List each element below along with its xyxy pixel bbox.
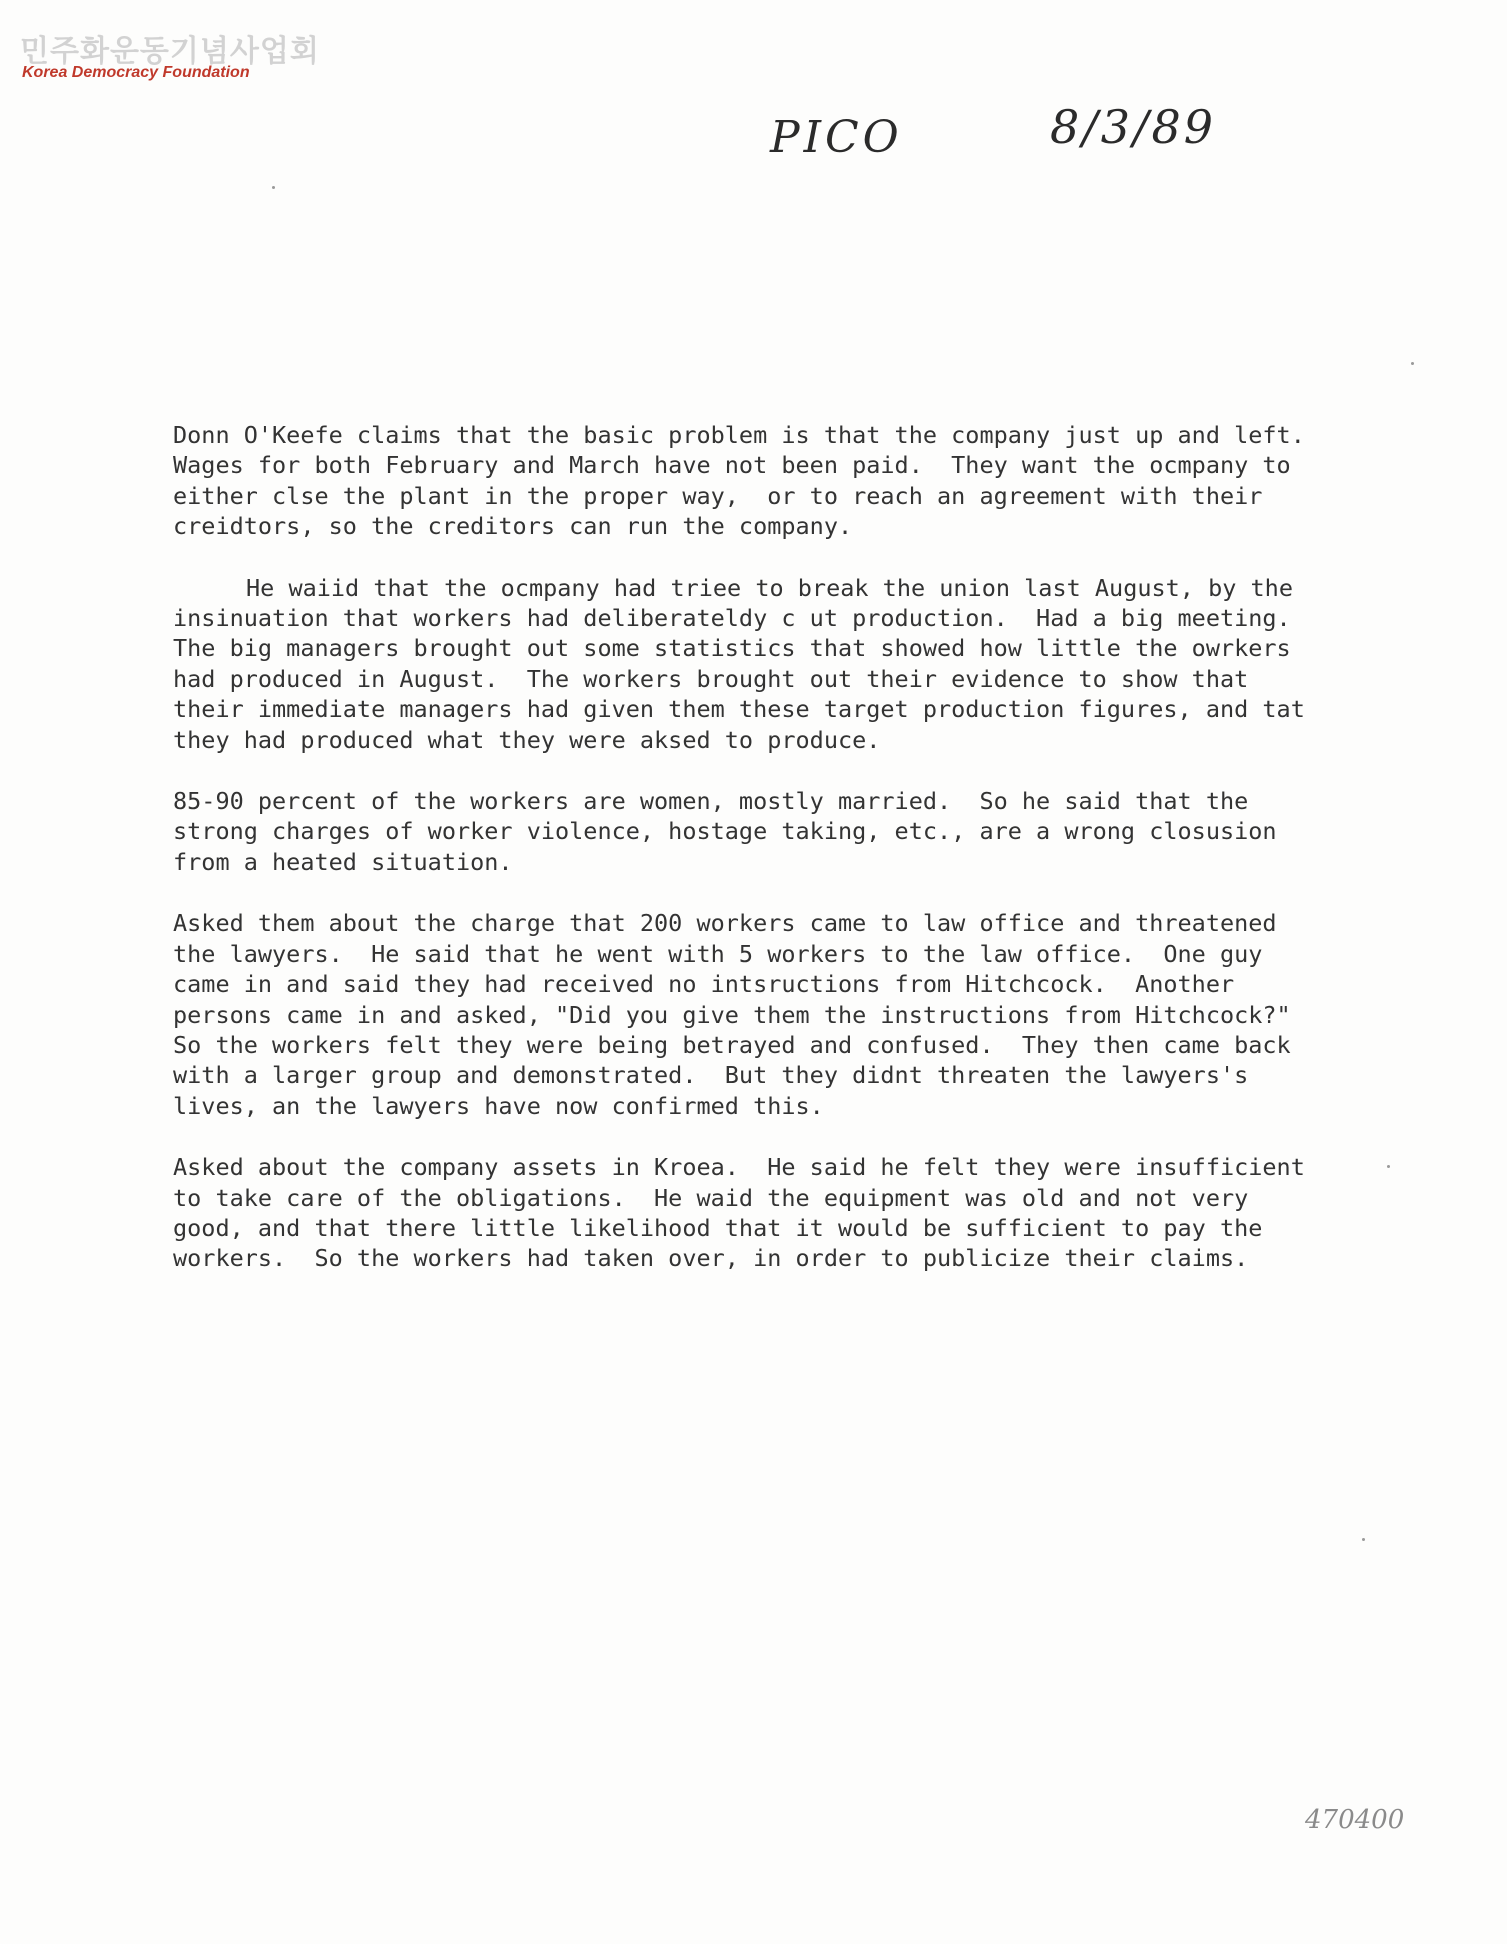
paragraph-3: 85-90 percent of the workers are women, mostly married. So he said that the strong charges of worker violence, hostage taking, etc., are a wrong closusion from a heated situation.	[173, 787, 1277, 876]
foundation-watermark-english: Korea Democracy Foundation	[22, 64, 250, 81]
scan-speck	[1411, 362, 1414, 365]
paragraph-5: Asked about the company assets in Kroea. He said he felt they were insufficient to take care of the obligations. He waid the equipment was old and not very good, and that there little likelihood that it would be sufficient to pay the workers. So the workers had taken over, in order to publicize their claims.	[173, 1153, 1305, 1273]
paragraph-4: Asked them about the charge that 200 workers came to law office and threatened the lawyers. He said that he went with 5 workers to the law office. One guy came in and said they had received no intsructions from Hitchcock. Another persons came in and asked, "Did you give them the instructions from Hitchcock?" So the workers felt they were being betrayed and confused. They then came back with a larger group and demonstrated. But they didnt threaten the lawyers's lives, an the lawyers have now confirmed this.	[173, 909, 1291, 1120]
scan-speck	[1387, 1165, 1390, 1168]
typewritten-body	[173, 420, 1393, 1305]
handwritten-archive-code: 470400	[1305, 1805, 1405, 1835]
scan-speck	[272, 186, 275, 189]
foundation-watermark-korean: 민주화운동기념사업회	[20, 34, 320, 69]
paragraph-2: He waiid that the ocmpany had triee to break the union last August, by the insinuation that workers had deliberateldy c ut production. Had a big meeting. The big managers brought out some statistics that showed how little the owrkers had produced in August. The workers brought out their evidence to show that their immediate managers had given them these target production figures, and tat they had produced what they were aksed to produce.	[173, 573, 1305, 754]
scan-speck	[1362, 1538, 1365, 1541]
paragraph-1: Donn O'Keefe claims that the basic problem is that the company just up and left. Wages for both February and March have not been paid. They want the ocmpany to either clse the plant in the proper way, or to reach an agreement with their creidtors, so the creditors can run the company.	[173, 421, 1305, 541]
handwritten-date: 8/3/89	[1050, 100, 1217, 154]
handwritten-title: PICO	[770, 112, 903, 163]
